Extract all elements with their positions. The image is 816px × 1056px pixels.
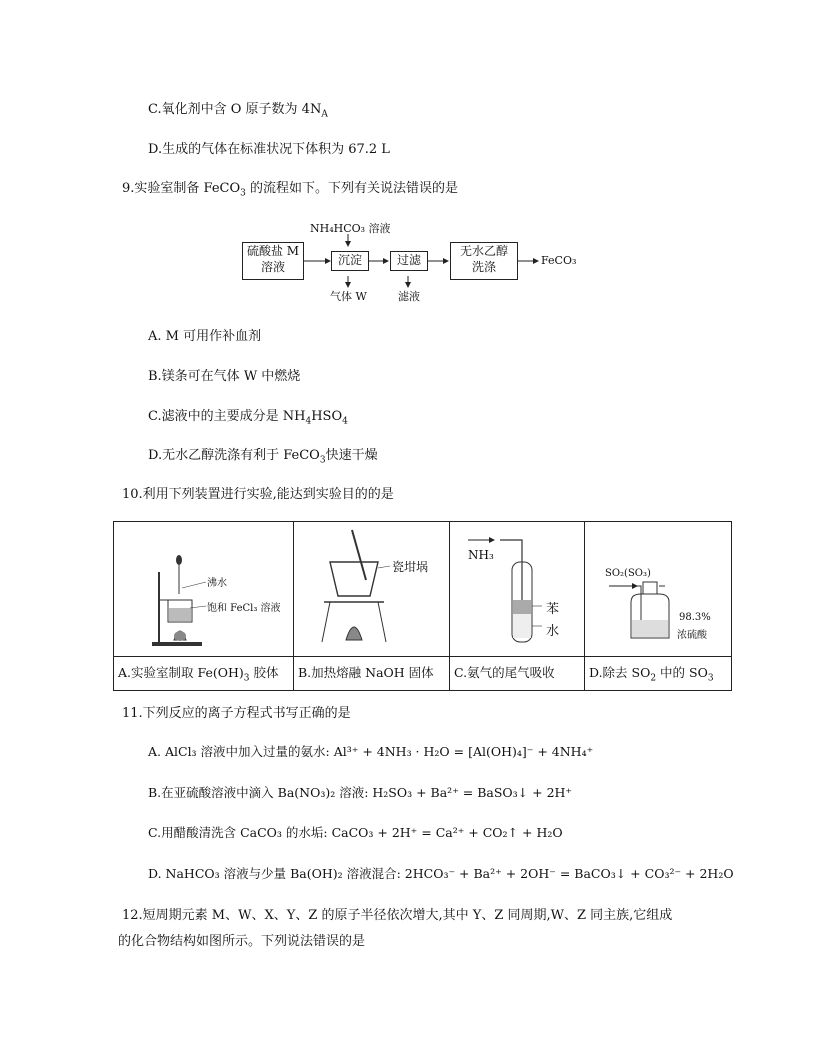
fig-d-label-2: 浓硫酸 bbox=[677, 630, 707, 641]
crucible-apparatus-icon bbox=[294, 522, 449, 656]
gas-washing-bottle-icon bbox=[585, 522, 731, 656]
flow-reagent-label: NH₄HCO₃ 溶液 bbox=[310, 222, 391, 235]
figure-d bbox=[585, 522, 732, 657]
flow-box-filter: 过滤 bbox=[390, 251, 428, 271]
figure-c bbox=[450, 522, 585, 657]
q9-flow-diagram bbox=[238, 220, 598, 305]
q9-option-b: B.镁条可在气体 W 中燃烧 bbox=[148, 369, 301, 384]
gas-absorption-icon bbox=[450, 522, 584, 656]
fig-a-label-1: 沸水 bbox=[207, 578, 227, 589]
q9-option-d: D.无水乙醇洗涤有利于 FeCO$_3$快速干燥 bbox=[148, 448, 378, 466]
flow-box-wash-line2: 洗涤 bbox=[471, 260, 496, 274]
flow-box-wash-line1: 无水乙醇 bbox=[459, 244, 508, 258]
flow-box-precipitate: 沉淀 bbox=[331, 251, 369, 271]
q11-option-d: D. NaHCO₃ 溶液与少量 Ba(OH)₂ 溶液混合: 2HCO₃⁻ + Ba²⁺ + 2OH⁻ = BaCO₃↓ + CO₃²⁻ + 2H₂O bbox=[148, 866, 734, 881]
flow-box-sulfate bbox=[242, 242, 304, 280]
caption-d: D.除去 $SO_2$ 中的 $SO_3$ bbox=[585, 657, 732, 691]
caption-a: A.实验室制取 $Fe(OH)_3$ 胶体 bbox=[114, 657, 294, 691]
q12-stem-line2: 的化合物结构如图所示。下列说法错误的是 bbox=[118, 934, 366, 949]
q11-stem: 11.下列反应的离子方程式书写正确的是 bbox=[122, 706, 351, 721]
flow-box-sulfate-line1: 硫酸盐 M bbox=[246, 244, 300, 258]
fig-c-label-1: 苯 bbox=[546, 602, 560, 617]
flow-filtrate-label: 滤液 bbox=[398, 290, 420, 303]
q11-option-a: A. AlCl₃ 溶液中加入过量的氨水: Al³⁺ + 4NH₃ · H₂O = [Al(OH)₄]⁻ + 4NH₄⁺ bbox=[148, 744, 594, 759]
q8-option-d: D.生成的气体在标准状况下体积为 67.2 L bbox=[148, 142, 390, 157]
q9-option-c: C.滤液中的主要成分是 $NH_4HSO_4$ bbox=[148, 409, 348, 427]
q10-stem: 10.利用下列装置进行实验,能达到实验目的的是 bbox=[122, 487, 394, 502]
flow-gas-label: 气体 W bbox=[330, 290, 367, 303]
caption-c: C.氨气的尾气吸收 bbox=[450, 657, 585, 691]
fig-c-gas-label: NH₃ bbox=[468, 548, 494, 562]
q11-option-b: B.在亚硫酸溶液中滴入 Ba(NO₃)₂ 溶液: H₂SO₃ + Ba²⁺ = BaSO₃↓ + 2H⁺ bbox=[148, 785, 573, 800]
flow-box-wash bbox=[450, 242, 518, 280]
q8-option-c: C.氧化剂中含 O 原子数为 $4N_A$ bbox=[148, 102, 328, 120]
fig-a-label-2: 饱和 FeCl₃ 溶液 bbox=[207, 603, 281, 614]
fig-d-label-1: 98.3% bbox=[679, 612, 711, 623]
caption-b: B.加热熔融 NaOH 固体 bbox=[294, 657, 450, 691]
colloid-apparatus-icon bbox=[114, 522, 293, 656]
q10-apparatus-table bbox=[113, 521, 732, 691]
flow-product-label: FeCO₃ bbox=[541, 254, 577, 267]
q9-stem: 9.实验室制备 FeCO$_3$ 的流程如下。下列有关说法错误的是 bbox=[122, 181, 459, 199]
fig-b-label: 瓷坩埚 bbox=[392, 560, 429, 574]
figure-a bbox=[114, 522, 294, 657]
q12-stem-line1: 12.短周期元素 M、W、X、Y、Z 的原子半径依次增大,其中 Y、Z 同周期,W、Z 同主族,它组成 bbox=[122, 908, 673, 923]
fig-d-gas-label: SO₂(SO₃) bbox=[605, 568, 651, 579]
flow-box-sulfate-line2: 溶液 bbox=[260, 260, 285, 274]
q11-option-c: C.用醋酸清洗含 CaCO₃ 的水垢: CaCO₃ + 2H⁺ = Ca²⁺ + CO₂↑ + H₂O bbox=[148, 825, 563, 840]
q9-option-a: A. M 可用作补血剂 bbox=[148, 329, 262, 344]
fig-c-label-2: 水 bbox=[546, 624, 560, 639]
figure-b bbox=[294, 522, 450, 657]
